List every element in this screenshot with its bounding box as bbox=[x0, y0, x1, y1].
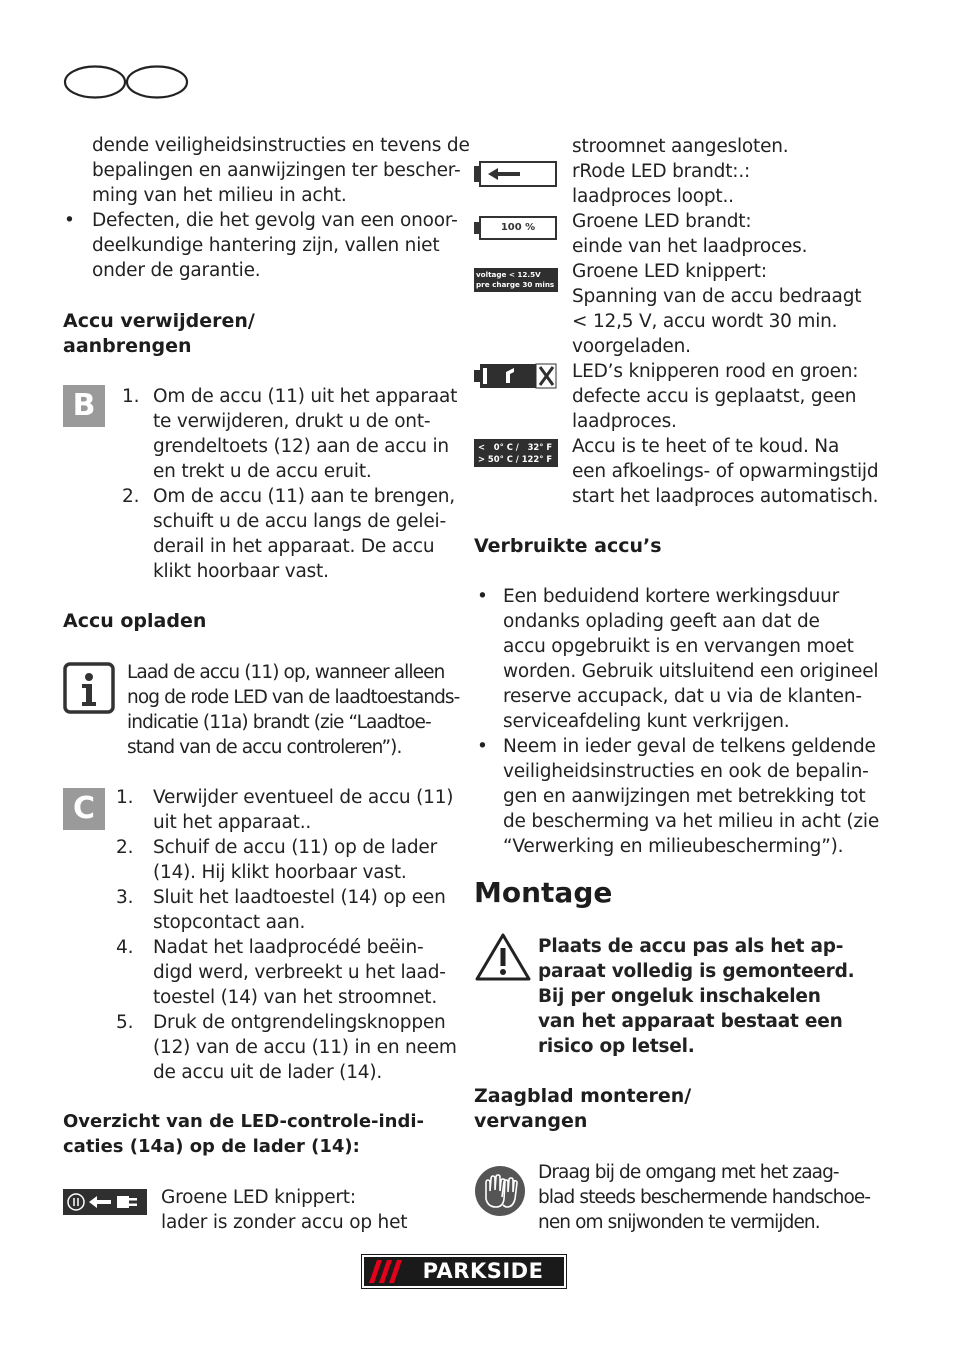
text-line: bepalingen en aanwijzingen ter bescher- bbox=[92, 160, 461, 181]
battery-full-icon bbox=[474, 215, 558, 241]
step-text bbox=[153, 484, 455, 584]
step-text bbox=[153, 835, 437, 885]
text-line: en trekt u de accu eruit. bbox=[153, 461, 372, 482]
heading-line: vervangen bbox=[474, 1110, 588, 1132]
text-line: de accu uit de lader (14). bbox=[153, 1062, 383, 1083]
text-line: nen om snijwonden te vermijden. bbox=[538, 1212, 820, 1233]
step-number: 1. bbox=[116, 787, 134, 808]
text-line: lader is zonder accu op het bbox=[161, 1212, 408, 1233]
led-item-text bbox=[572, 259, 861, 359]
text-line: LED’s knipperen rood en groen: bbox=[572, 361, 859, 382]
text-line: onder de garantie. bbox=[92, 260, 261, 281]
text-line: (14). Hij klikt hoorbaar vast. bbox=[153, 862, 407, 883]
bullet-marker: • bbox=[477, 586, 488, 607]
led-item-text bbox=[572, 359, 858, 434]
step-number: 5. bbox=[116, 1012, 134, 1033]
text-line: Plaats de accu pas als het ap- bbox=[538, 936, 844, 957]
led-item-text bbox=[572, 209, 807, 259]
intro-continuation bbox=[92, 133, 470, 208]
heading-line: Zaagblad monteren/ bbox=[474, 1085, 692, 1107]
text-line: defecte accu is geplaatst, geen bbox=[572, 386, 857, 407]
text-line: risico op letsel. bbox=[538, 1036, 695, 1057]
text-line: worden. Gebruik uitsluitend een origineel bbox=[503, 661, 879, 682]
text-line: Nadat het laadprocédé beëin- bbox=[153, 937, 424, 958]
text-line: “Verwerking en milieubescherming”). bbox=[503, 836, 844, 857]
text-line: Schuif de accu (11) op de lader bbox=[153, 837, 438, 858]
defect-battery-icon bbox=[474, 363, 558, 389]
heading-line: Accu verwijderen/ bbox=[63, 310, 255, 332]
text-line: Sluit het laadtoestel (14) op een bbox=[153, 887, 446, 908]
parkside-logo bbox=[361, 1254, 567, 1289]
icon-text-line: voltage < 12.5V bbox=[476, 270, 541, 279]
step-number: 2. bbox=[122, 486, 140, 507]
text-line: deelkundige hantering zijn, vallen niet bbox=[92, 235, 440, 256]
text-line: Draag bij de omgang met het zaag- bbox=[538, 1162, 839, 1183]
bullet-marker: • bbox=[64, 210, 75, 231]
intro-bullet bbox=[92, 208, 458, 283]
text-line: dende veiligheidsinstructies en tevens de bbox=[92, 135, 470, 156]
text-line: laadproces loopt.. bbox=[572, 186, 734, 207]
text-line: Verwijder eventueel de accu (11) bbox=[153, 787, 454, 808]
text-line: de bescherming va het milieu in acht (zie bbox=[503, 811, 880, 832]
text-line: blad steeds beschermende handschoe- bbox=[538, 1187, 871, 1208]
heading-line: caties (14a) op de lader (14): bbox=[63, 1136, 360, 1157]
glove-note bbox=[538, 1160, 870, 1235]
step-text bbox=[153, 885, 446, 935]
text-line: Groene LED brandt: bbox=[572, 211, 752, 232]
text-line: uit het apparaat.. bbox=[153, 812, 312, 833]
heading-line: aanbrengen bbox=[63, 335, 192, 357]
plug-icon bbox=[63, 1189, 147, 1215]
info-icon bbox=[63, 662, 115, 714]
text-line: < 12,5 V, accu wordt 30 min. bbox=[572, 311, 838, 332]
text-line: Een beduidend kortere werkingsduur bbox=[503, 586, 840, 607]
section-heading-charge: Accu opladen bbox=[63, 610, 207, 632]
step-text bbox=[153, 384, 457, 484]
led-item-text bbox=[572, 434, 878, 509]
step-number: 2. bbox=[116, 837, 134, 858]
text-line: serviceafdeling kunt verkrijgen. bbox=[503, 711, 790, 732]
text-line: Om de accu (11) aan te brengen, bbox=[153, 486, 455, 507]
text-line: einde van het laadproces. bbox=[572, 236, 808, 257]
text-line: grendeltoets (12) aan de accu in bbox=[153, 436, 449, 457]
text-line: stroomnet aangesloten. bbox=[572, 136, 789, 157]
battery-percent: 100 % bbox=[500, 222, 536, 233]
text-line: digd werd, verbreekt u het laad- bbox=[153, 962, 446, 983]
text-line: derail in het apparaat. De accu bbox=[153, 536, 435, 557]
text-line: Om de accu (11) uit het apparaat bbox=[153, 386, 458, 407]
step-number: 1. bbox=[122, 386, 140, 407]
text-line: Neem in ieder geval de telkens geldende bbox=[503, 736, 876, 757]
step-text bbox=[153, 785, 453, 835]
country-badge bbox=[63, 65, 189, 99]
used-bullet bbox=[503, 584, 878, 734]
figure-label-c: C bbox=[63, 788, 105, 830]
text-line: ming van het milieu in acht. bbox=[92, 185, 347, 206]
text-line: toestel (14) van het stroomnet. bbox=[153, 987, 438, 1008]
warning-icon bbox=[474, 932, 532, 982]
text-line: rRode LED brandt:.: bbox=[572, 161, 751, 182]
step-text bbox=[153, 935, 446, 1010]
text-line: Druk de ontgrendelingsknoppen bbox=[153, 1012, 446, 1033]
montage-heading: Montage bbox=[474, 876, 613, 909]
precharge-icon bbox=[474, 268, 558, 292]
text-line: veiligheidsinstructies en ook de bepalin- bbox=[503, 761, 869, 782]
text-line: te verwijderen, drukt u de ont- bbox=[153, 411, 431, 432]
brand-name: PARKSIDE bbox=[422, 1259, 544, 1283]
text-line: stand van de accu controleren”). bbox=[127, 737, 402, 758]
text-line: voorgeladen. bbox=[572, 336, 691, 357]
text-line: start het laadproces automatisch. bbox=[572, 486, 879, 507]
section-heading-used: Verbruikte accu’s bbox=[474, 535, 662, 557]
icon-text-line: < 0° C / 32° F bbox=[478, 442, 553, 452]
text-line: Laad de accu (11) op, wanneer alleen bbox=[127, 662, 445, 683]
step-number: 3. bbox=[116, 887, 134, 908]
icon-text-line: pre charge 30 mins bbox=[476, 280, 555, 289]
text-line: Spanning van de accu bedraagt bbox=[572, 286, 862, 307]
info-note bbox=[127, 660, 459, 760]
text-line: accu opgebruikt is en vervangen moet bbox=[503, 636, 854, 657]
used-bullet bbox=[503, 734, 879, 859]
text-line: indicatie (11a) brandt (zie “Laadtoe- bbox=[127, 712, 431, 733]
text-line: stopcontact aan. bbox=[153, 912, 306, 933]
text-line: (12) van de accu (11) in en neem bbox=[153, 1037, 457, 1058]
text-line: gen en aanwijzingen met betrekking tot bbox=[503, 786, 866, 807]
figure-label-b: B bbox=[63, 385, 105, 427]
icon-text-line: > 50° C / 122° F bbox=[478, 454, 553, 464]
text-line: nog de rode LED van de laadtoestands- bbox=[127, 687, 460, 708]
text-line: klikt hoorbaar vast. bbox=[153, 561, 329, 582]
warning-text bbox=[538, 934, 854, 1059]
arrow-left-icon bbox=[474, 160, 558, 188]
text-line: Groene LED knippert: bbox=[572, 261, 767, 282]
gloves-icon bbox=[474, 1165, 526, 1217]
step-number: 4. bbox=[116, 937, 134, 958]
text-line: ondanks oplading geeft aan dat de bbox=[503, 611, 820, 632]
text-line: Bij per ongeluk inschakelen bbox=[538, 986, 821, 1007]
text-line: een afkoelings- of opwarmingstijd bbox=[572, 461, 879, 482]
text-line: schuift u de accu langs de gelei- bbox=[153, 511, 446, 532]
section-heading-remove bbox=[63, 309, 255, 359]
text-line: reserve accupack, dat u via de klanten- bbox=[503, 686, 862, 707]
led-item-text bbox=[572, 134, 788, 209]
text-line: paraat volledig is gemonteerd. bbox=[538, 961, 855, 982]
step-text bbox=[153, 1010, 457, 1085]
heading-line: Overzicht van de LED-controle-indi- bbox=[63, 1111, 425, 1132]
country-badge-ovals bbox=[63, 65, 189, 99]
text-line: laadproces. bbox=[572, 411, 677, 432]
text-line: Groene LED knippert: bbox=[161, 1187, 356, 1208]
section-heading-blade bbox=[474, 1084, 691, 1134]
section-heading-led bbox=[63, 1109, 424, 1159]
led-item-text bbox=[161, 1185, 407, 1235]
bullet-marker: • bbox=[477, 736, 488, 757]
text-line: Defecten, die het gevolg van een onoor- bbox=[92, 210, 458, 231]
temperature-icon bbox=[474, 439, 558, 467]
text-line: Accu is te heet of te koud. Na bbox=[572, 436, 840, 457]
text-line: van het apparaat bestaat een bbox=[538, 1011, 843, 1032]
